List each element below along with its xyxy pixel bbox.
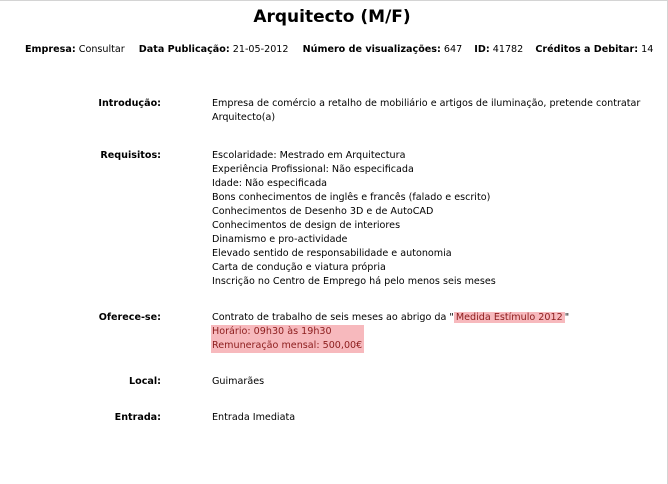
creditos-value: 14 <box>641 44 654 55</box>
creditos-label: Créditos a Debitar: <box>535 44 639 55</box>
list-item: Carta de condução e viatura própria <box>212 262 386 273</box>
introducao-text: Empresa de comércio a retalho de mobiliário e artigos de iluminação, pretende contratar Arquitecto(a) <box>212 98 641 123</box>
list-item: Dinamismo e pro-actividade <box>212 234 348 245</box>
local-value: Guimarães <box>212 376 265 387</box>
oferece-contract-prefix: Contrato de trabalho de seis meses ao abrigo da " <box>212 312 454 323</box>
entrada-label: Entrada: <box>114 412 161 423</box>
list-item: Elevado sentido de responsabilidade e autonomia <box>212 248 452 259</box>
introducao-label: Introdução: <box>98 98 161 109</box>
requisitos-label: Requisitos: <box>100 150 161 161</box>
oferece-contract-suffix: " <box>564 312 570 323</box>
medida-estimulo-highlight: Medida Estímulo 2012 <box>455 312 563 323</box>
horario-text: Horário: 09h30 às 19h30 <box>212 326 332 337</box>
requisitos-list <box>212 149 632 289</box>
list-item: Inscrição no Centro de Emprego há pelo menos seis meses <box>212 276 496 287</box>
data-publicacao-label: Data Publicação: <box>138 44 230 55</box>
list-item: Bons conhecimentos de inglês e francês (falado e escrito) <box>212 192 491 203</box>
job-meta-bar <box>25 43 653 56</box>
id-value: 41782 <box>492 44 524 55</box>
oferece-highlight-block <box>212 325 632 353</box>
highlighted-conditions <box>211 325 364 353</box>
list-item: Conhecimentos de design de interiores <box>212 220 401 231</box>
views-value: 647 <box>443 44 463 55</box>
oferece-label: Oferece-se: <box>98 312 161 323</box>
list-item: Idade: Não especificada <box>212 178 328 189</box>
page-title: Arquitecto (M/F) <box>253 7 411 27</box>
frame-top-border <box>0 0 668 1</box>
oferece-text <box>212 311 632 353</box>
empresa-label: Empresa: <box>25 44 76 55</box>
views-label: Número de visualizações: <box>302 44 441 55</box>
id-label: ID: <box>474 44 490 55</box>
remuneracao-text: Remuneração mensal: 500,00€ <box>212 340 363 351</box>
entrada-value: Entrada Imediata <box>212 412 296 423</box>
empresa-value: Consultar <box>78 44 125 55</box>
local-label: Local: <box>129 376 161 387</box>
list-item: Escolaridade: Mestrado em Arquitectura <box>212 150 406 161</box>
data-publicacao-value: 21-05-2012 <box>232 44 289 55</box>
oferece-contract-line <box>212 311 632 325</box>
list-item: Experiência Profissional: Não especificada <box>212 164 414 175</box>
list-item: Conhecimentos de Desenho 3D e de AutoCAD <box>212 206 434 217</box>
